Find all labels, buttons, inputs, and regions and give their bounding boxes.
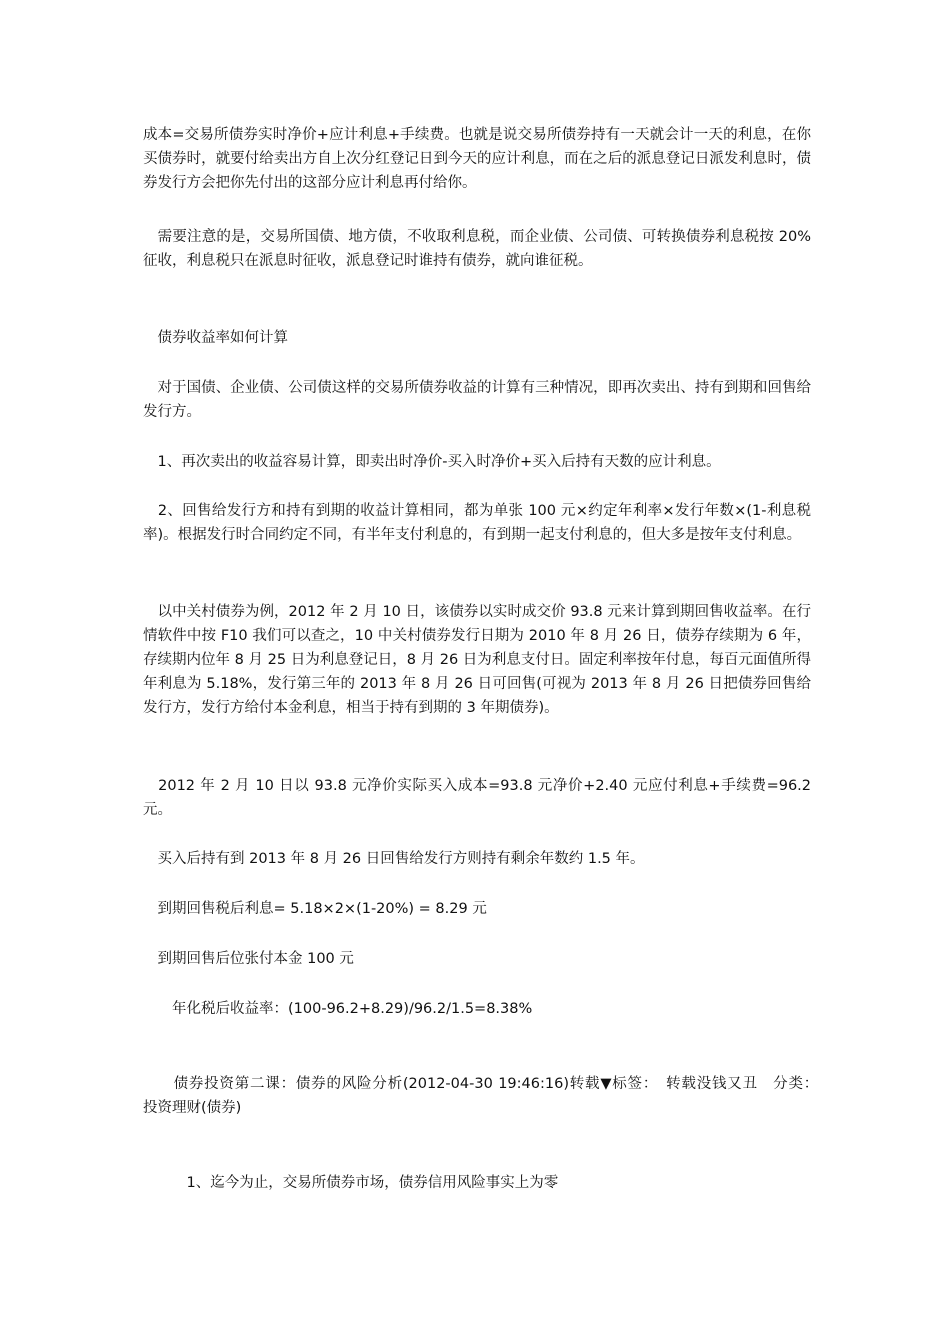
paragraph-after-tax-interest: 到期回售税后利息= 5.18×2×(1-20%) = 8.29 元 (143, 901, 487, 917)
paragraph-example: 以中关村债券为例，2012 年 2 月 10 日，该债券以实时成交价 93.8 元来计算到期回售收益率。在行情软件中按 F10 我们可以查之，10 中关村债券发行日期为 2010 年 8 月 26 日，债券存续期为 6 年，存续期内位年 8 月 25 日为利息登记日，8 月 26 日为利息支付日。固定利率按年付息，每百元面值所得年利息为 5.18%，发行第三年的 2013 年 8 月 26 日可回售(可视为 2013 年 8 月 26 日把债券回售给发行方，发行方给付本金利息，相当于持有到期的 3 年期债券)。 (143, 604, 811, 716)
paragraph-principal: 到期回售后位张付本金 100 元 (143, 951, 354, 967)
paragraph-case-two: 2、回售给发行方和持有到期的收益计算相同，都为单张 100 元×约定年利率×发行年数×(1-利息税率)。根据发行时合同约定不同，有半年支付利息的，有到期一起支付利息的，但大多是按年支付利息。 (143, 503, 811, 543)
paragraph-purchase-cost: 2012 年 2 月 10 日以 93.8 元净价实际买入成本=93.8 元净价+2.40 元应付利息+手续费=96.2 元。 (143, 778, 811, 818)
paragraph-credit-risk: 1、迄今为止，交易所债券市场，债券信用风险事实上为零 (143, 1175, 559, 1191)
section-heading-yield: 债券收益率如何计算 (143, 330, 288, 346)
paragraph-case-one: 1、再次卖出的收益容易计算，即卖出时净价-买入时净价+买入后持有天数的应计利息。 (143, 454, 721, 470)
paragraph-interest-tax: 需要注意的是，交易所国债、地方债，不收取利息税，而企业债、公司债、可转换债券利息税按 20%征收，利息税只在派息时征收，派息登记时谁持有债券，就向谁征税。 (143, 229, 811, 269)
paragraph-holding-period: 买入后持有到 2013 年 8 月 26 日回售给发行方则持有剩余年数约 1.5 年。 (143, 851, 645, 867)
paragraph-annual-yield: 年化税后收益率：(100-96.2+8.29)/96.2/1.5=8.38% (143, 1001, 533, 1017)
paragraph-lesson-two-header: 债券投资第二课：债券的风险分析(2012-04-30 19:46:16)转载▼标签： 转载没钱又丑 分类： 投资理财(债券) (143, 1076, 826, 1116)
paragraph-cost-definition: 成本=交易所债券实时净价+应计利息+手续费。也就是说交易所债券持有一天就会计一天的利息，在你买债券时，就要付给卖出方自上次分红登记日到今天的应计利息，而在之后的派息登记日派发利息时，债券发行方会把你先付出的这部分应计利息再付给你。 (143, 127, 811, 191)
paragraph-three-cases: 对于国债、企业债、公司债这样的交易所债券收益的计算有三种情况，即再次卖出、持有到期和回售给发行方。 (143, 380, 811, 420)
